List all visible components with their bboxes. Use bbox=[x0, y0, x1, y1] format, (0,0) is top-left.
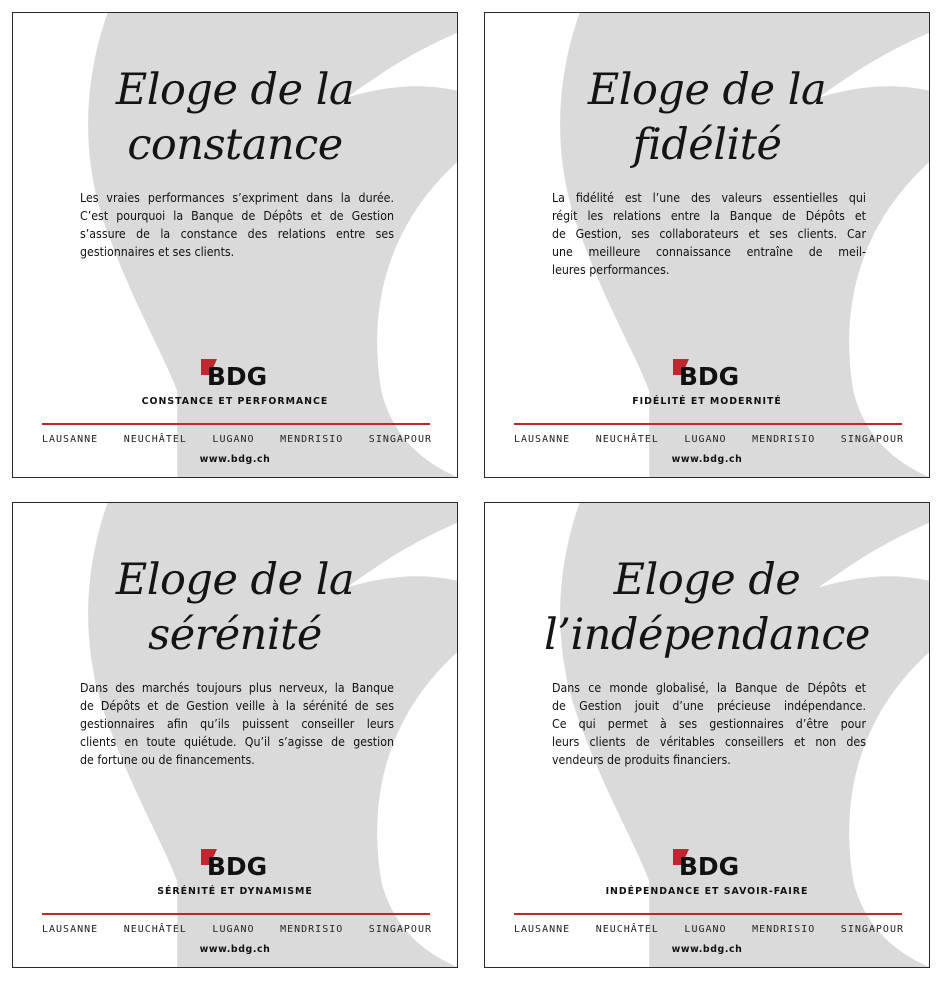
city-name: LAUSANNE bbox=[42, 924, 99, 935]
ad-constance bbox=[12, 12, 458, 478]
ad-title-line: Eloge de la bbox=[587, 65, 827, 115]
bdg-logo bbox=[201, 848, 273, 878]
city-name: LAUSANNE bbox=[514, 924, 571, 935]
city-name: LAUSANNE bbox=[514, 434, 571, 445]
city-name: SINGAPOUR bbox=[368, 434, 432, 445]
ad-body-line: La fidélité est l’une des valeurs essentielles qui bbox=[552, 191, 866, 205]
ad-tagline: FIDÉLITÉ ET MODERNITÉ bbox=[632, 396, 782, 407]
city-name: MENDRISIO bbox=[752, 434, 816, 445]
ad-body-line: clients en toute quiétude. Qu’il s’agisse de gestion bbox=[80, 735, 394, 749]
city-name: LAUSANNE bbox=[42, 434, 99, 445]
city-name: SINGAPOUR bbox=[368, 924, 432, 935]
website-url: www.bdg.ch bbox=[199, 454, 271, 465]
ad-title-line: l’indépendance bbox=[544, 610, 870, 660]
bdg-logo bbox=[673, 358, 745, 388]
ad-body bbox=[80, 679, 394, 769]
svg-text:BDG: BDG bbox=[206, 362, 268, 388]
city-name: SINGAPOUR bbox=[840, 924, 904, 935]
ad-body-line: gestionnaires et ses clients. bbox=[80, 245, 235, 259]
ad-title bbox=[485, 63, 929, 173]
ad-body-line: vendeurs de produits financiers. bbox=[552, 753, 731, 767]
ad-body-line: régit les relations entre la Banque de Dépôts et bbox=[552, 209, 866, 223]
city-list bbox=[514, 434, 904, 445]
ad-body-line: de Gestion, ses collaborateurs et ses clients. Car bbox=[552, 227, 866, 241]
ad-title-line: Eloge de la bbox=[115, 555, 355, 605]
ad-body-line: de fortune ou de financements. bbox=[80, 753, 255, 767]
svg-text:BDG: BDG bbox=[678, 852, 740, 878]
ad-title bbox=[13, 63, 457, 173]
ad-fidelite bbox=[484, 12, 930, 478]
ad-tagline: INDÉPENDANCE ET SAVOIR-FAIRE bbox=[605, 886, 809, 897]
city-name: LUGANO bbox=[684, 434, 727, 445]
ad-serenite bbox=[12, 502, 458, 968]
bdg-logo bbox=[673, 848, 745, 878]
ad-body-line: Ce qui permet à ses gestionnaires d’être pour bbox=[552, 717, 866, 731]
ad-title bbox=[485, 553, 929, 663]
svg-text:BDG: BDG bbox=[206, 852, 268, 878]
city-list bbox=[42, 924, 432, 935]
ad-body-line: de Gestion jouit d’une précieuse indépendance. bbox=[552, 699, 866, 713]
city-name: LUGANO bbox=[684, 924, 727, 935]
ad-body-line: Dans des marchés toujours plus nerveux, la Banque bbox=[80, 681, 394, 695]
ad-body-line: une meilleure connaissance entraîne de meil- bbox=[552, 245, 866, 259]
ad-title-line: constance bbox=[127, 120, 343, 170]
website-url: www.bdg.ch bbox=[671, 944, 743, 955]
city-list bbox=[42, 434, 432, 445]
ad-body-line: s’assure de la constance des relations entre ses bbox=[80, 227, 394, 241]
ad-body-line: Dans ce monde globalisé, la Banque de Dépôts et bbox=[552, 681, 866, 695]
ad-body-line: C’est pourquoi la Banque de Dépôts et de Gestion bbox=[80, 209, 394, 223]
ad-body-line: de Dépôts et de Gestion veille à la sérénité de ses bbox=[80, 699, 394, 713]
ad-independance bbox=[484, 502, 930, 968]
ad-title-line: fidélité bbox=[632, 120, 782, 170]
svg-text:BDG: BDG bbox=[678, 362, 740, 388]
ad-title bbox=[13, 553, 457, 663]
ad-body-line: leures performances. bbox=[552, 263, 670, 277]
ad-body bbox=[552, 679, 866, 769]
bdg-logo bbox=[201, 358, 273, 388]
city-name: MENDRISIO bbox=[280, 924, 344, 935]
ad-title-line: Eloge de bbox=[613, 555, 801, 605]
city-name: NEUCHÂTEL bbox=[123, 924, 187, 935]
city-name: LUGANO bbox=[212, 924, 255, 935]
ad-body-line: leurs clients de véritables conseillers et non des bbox=[552, 735, 866, 749]
ad-title-line: sérénité bbox=[148, 610, 322, 660]
city-name: MENDRISIO bbox=[752, 924, 816, 935]
city-name: SINGAPOUR bbox=[840, 434, 904, 445]
city-list bbox=[514, 924, 904, 935]
red-divider bbox=[42, 423, 430, 425]
city-name: MENDRISIO bbox=[280, 434, 344, 445]
website-url: www.bdg.ch bbox=[199, 944, 271, 955]
red-divider bbox=[514, 423, 902, 425]
city-name: NEUCHÂTEL bbox=[595, 434, 659, 445]
ad-body-line: gestionnaires afin qu’ils puissent conseiller leurs bbox=[80, 717, 394, 731]
city-name: LUGANO bbox=[212, 434, 255, 445]
city-name: NEUCHÂTEL bbox=[123, 434, 187, 445]
website-url: www.bdg.ch bbox=[671, 454, 743, 465]
red-divider bbox=[42, 913, 430, 915]
red-divider bbox=[514, 913, 902, 915]
ad-body bbox=[80, 189, 394, 261]
ad-tagline: SÉRÉNITÉ ET DYNAMISME bbox=[157, 886, 313, 897]
city-name: NEUCHÂTEL bbox=[595, 924, 659, 935]
ad-body-line: Les vraies performances s’expriment dans la durée. bbox=[80, 191, 394, 205]
ad-body bbox=[552, 189, 866, 279]
ad-tagline: CONSTANCE ET PERFORMANCE bbox=[141, 396, 329, 407]
ad-title-line: Eloge de la bbox=[115, 65, 355, 115]
